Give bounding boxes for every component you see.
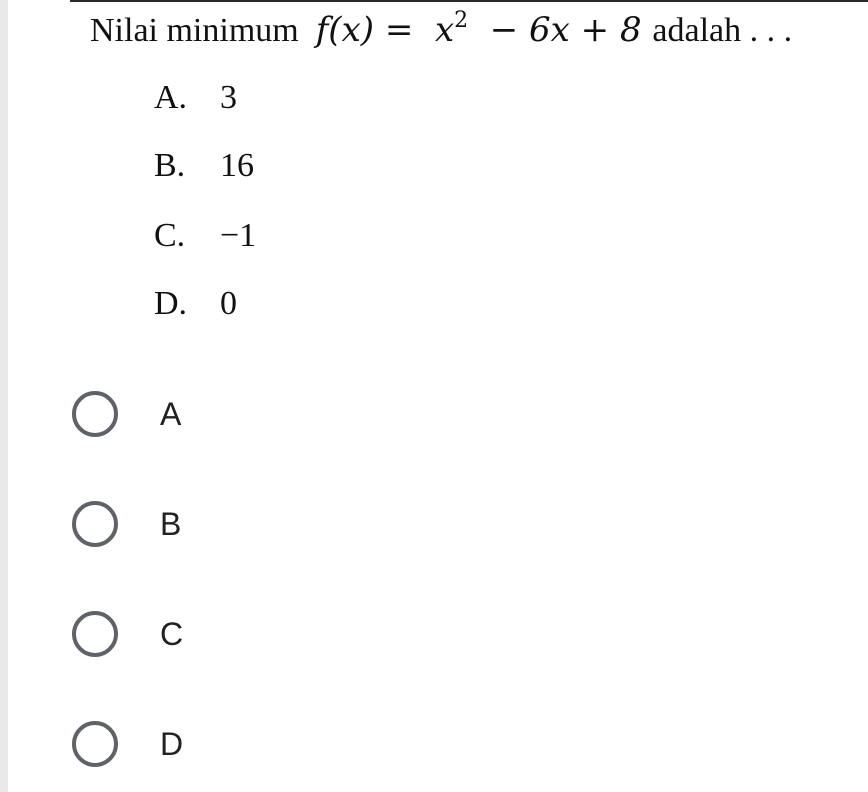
choice-letter: D. — [154, 285, 188, 322]
option-b[interactable] — [70, 498, 390, 558]
option-label[interactable]: B — [160, 506, 182, 542]
question-text — [90, 10, 792, 55]
choice-d — [154, 284, 237, 324]
choice-value: 0 — [220, 285, 237, 322]
radio-unchecked-icon[interactable] — [72, 391, 118, 437]
question-suffix: adalah . . . — [652, 12, 793, 49]
function-x: x — [434, 10, 455, 50]
radio-unchecked-icon[interactable] — [72, 611, 118, 657]
question-prefix: Nilai minimum — [90, 12, 299, 49]
choice-letter: B. — [154, 147, 186, 184]
option-d[interactable] — [70, 718, 390, 778]
question-image — [70, 2, 868, 342]
choice-value: 16 — [220, 147, 254, 184]
choice-value: 3 — [220, 79, 237, 116]
function-fx: f(x) = — [315, 10, 414, 50]
choice-a — [154, 78, 237, 118]
choice-letter: A. — [154, 79, 188, 116]
question-function — [316, 10, 653, 50]
choice-letter: C. — [154, 217, 186, 254]
option-label[interactable]: C — [160, 616, 184, 652]
choice-c — [154, 216, 256, 256]
option-a[interactable] — [70, 388, 390, 448]
option-label[interactable]: D — [160, 726, 184, 762]
radio-unchecked-icon[interactable] — [72, 721, 118, 767]
option-label[interactable]: A — [160, 396, 182, 432]
left-gutter — [0, 0, 8, 792]
radio-unchecked-icon[interactable] — [72, 501, 118, 547]
function-exponent: 2 — [454, 8, 469, 33]
choice-value: −1 — [220, 217, 257, 254]
choice-b — [154, 146, 254, 186]
option-c[interactable] — [70, 608, 390, 668]
function-rest: − 6x + 8 — [489, 10, 642, 50]
